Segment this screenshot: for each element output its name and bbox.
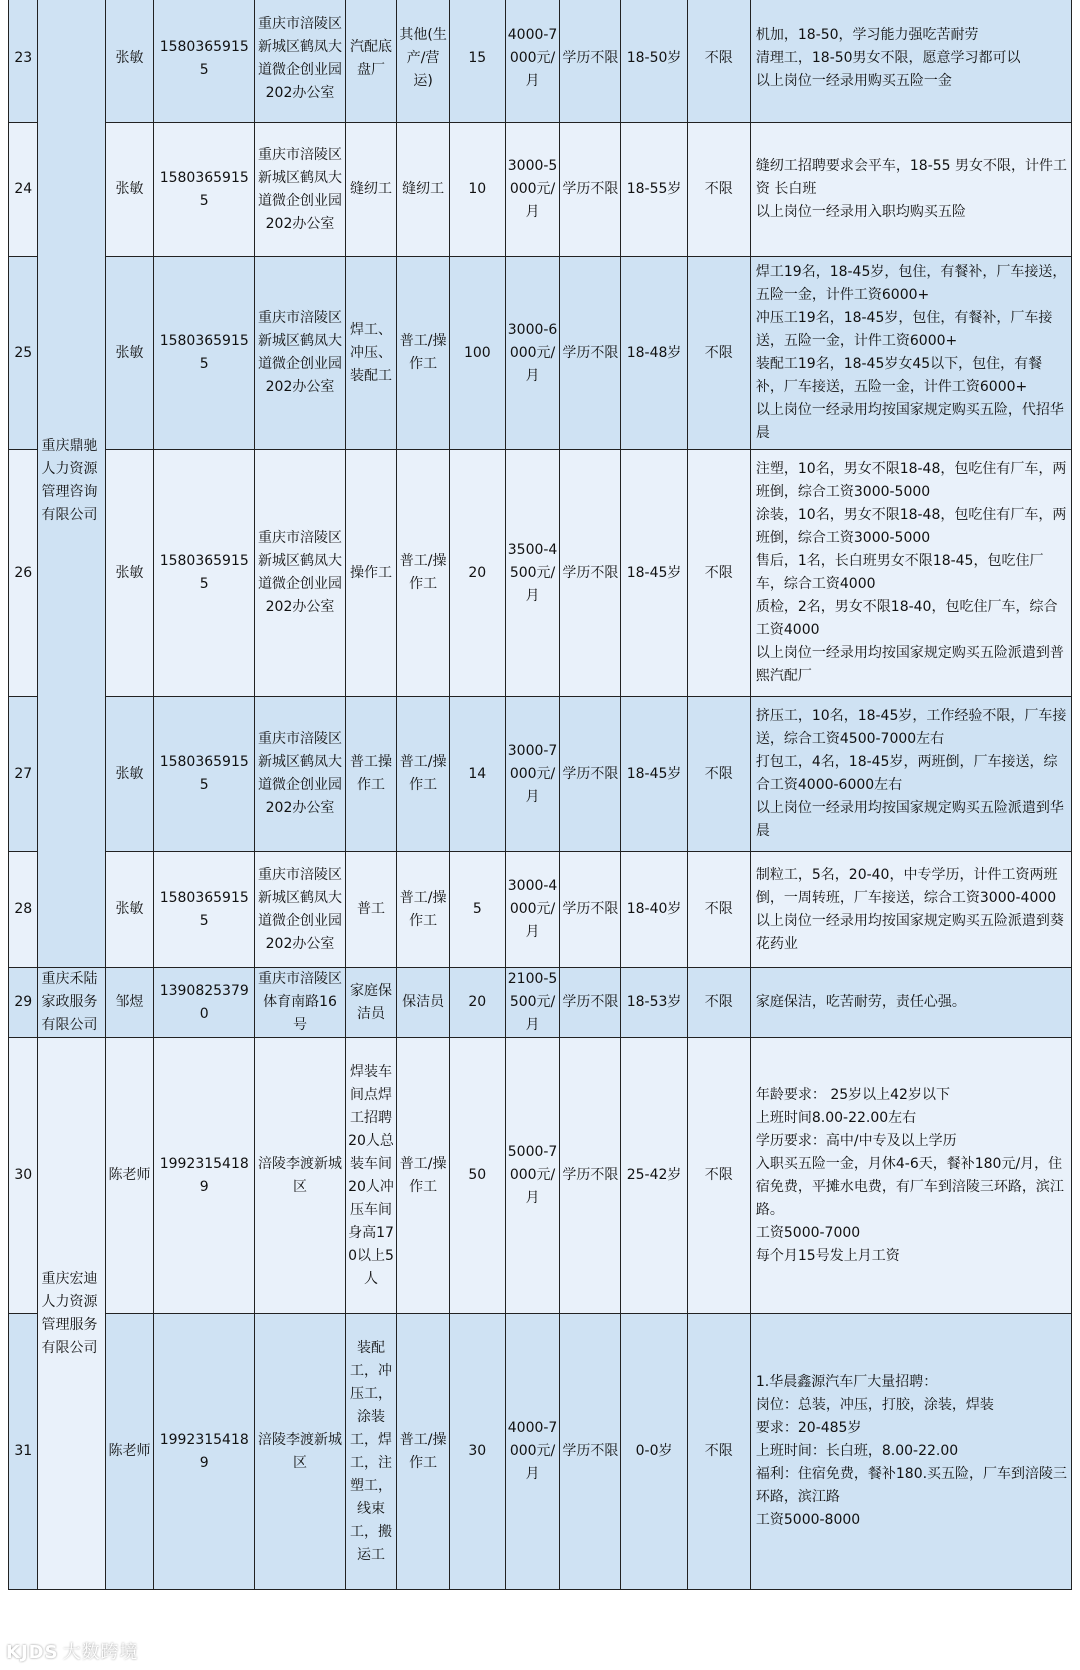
- headcount: 20: [449, 450, 505, 697]
- other-requirement: 不限: [687, 450, 750, 697]
- contact-phone: 15803659155: [154, 123, 255, 257]
- job-description: [750, 257, 1071, 450]
- description-line: 年龄要求： 25岁以上42岁以下: [755, 1086, 950, 1103]
- description-line: 上班时间8.00-22.00左右: [755, 1109, 917, 1126]
- description-line: 要求：20-485岁: [755, 1420, 862, 1436]
- job-description: [750, 697, 1071, 852]
- job-title: 汽配底盘厂: [345, 0, 397, 123]
- job-type: 普工/操作工: [397, 1314, 450, 1590]
- work-address: 重庆市涪陵区新城区鹤凤大道微企创业园202办公室: [255, 257, 346, 450]
- education-requirement: 学历不限: [560, 257, 621, 450]
- education-requirement: 学历不限: [560, 852, 621, 968]
- salary: 3000-5000元/月: [505, 123, 560, 257]
- education-requirement: 学历不限: [560, 1314, 621, 1590]
- job-description: [750, 450, 1071, 697]
- contact-person: 张敏: [105, 450, 153, 697]
- salary: 3500-4500元/月: [505, 450, 560, 697]
- job-description: [750, 0, 1071, 123]
- table-row: [9, 968, 1072, 1038]
- row-number: 31: [9, 1314, 38, 1590]
- age-requirement: 18-50岁: [621, 0, 687, 123]
- description-line: 挤压工，10名，18-45岁，工作经验不限，厂车接送，综合工资4500-7000左右: [755, 708, 1067, 747]
- description-line: 福利：住宿免费，餐补180.买五险，厂车到涪陵三环路，滨江路: [755, 1466, 1068, 1505]
- headcount: 14: [449, 697, 505, 852]
- job-type: 普工/操作工: [397, 1038, 450, 1314]
- job-title: 普工: [345, 852, 397, 968]
- row-number: 28: [9, 852, 38, 968]
- contact-phone: 15803659155: [154, 0, 255, 123]
- description-line: 焊工19名，18-45岁，包住，有餐补，厂车接送，五险一金，计件工资6000+: [755, 264, 1067, 303]
- description-line: 上班时间：长白班，8.00-22.00: [755, 1443, 959, 1459]
- description-line: 以上岗位一经录用均按国家规定购买五险派遣到普熙汽配厂: [755, 645, 1064, 684]
- salary: 5000-7000元/月: [505, 1038, 560, 1314]
- description-line: 家庭保洁，吃苦耐劳，责任心强。: [755, 994, 966, 1010]
- job-title: 家庭保洁员: [345, 968, 397, 1038]
- description-line: 以上岗位一经录用购买五险一金: [755, 73, 952, 89]
- other-requirement: 不限: [687, 697, 750, 852]
- headcount: 5: [449, 852, 505, 968]
- job-type: 保洁员: [397, 968, 450, 1038]
- education-requirement: 学历不限: [560, 123, 621, 257]
- description-line: 学历要求：高中/中专及以上学历: [755, 1132, 957, 1149]
- other-requirement: 不限: [687, 1314, 750, 1590]
- job-description: [750, 852, 1071, 968]
- contact-person: 邹煜: [105, 968, 153, 1038]
- table-row: [9, 0, 1072, 123]
- job-title: 装配工，冲压工，涂装工，焊工，注塑工，线束工，搬运工: [345, 1314, 397, 1590]
- table-row: [9, 1314, 1072, 1590]
- salary: 4000-7000元/月: [505, 1314, 560, 1590]
- job-type: 普工/操作工: [397, 697, 450, 852]
- description-line: 售后，1名，长白班男女不限18-45，包吃住厂车，综合工资4000: [755, 553, 1044, 592]
- row-number: 26: [9, 450, 38, 697]
- age-requirement: 18-55岁: [621, 123, 687, 257]
- contact-person: 张敏: [105, 697, 153, 852]
- education-requirement: 学历不限: [560, 1038, 621, 1314]
- other-requirement: 不限: [687, 0, 750, 123]
- contact-phone: 13908253790: [154, 968, 255, 1038]
- description-line: 以上岗位一经录用均按国家规定购买五险派遣到华晨: [755, 800, 1064, 839]
- company-name: 重庆宏迪人力资源管理服务有限公司: [38, 1038, 105, 1590]
- description-line: 质检，2名，男女不限18-40，包吃住厂车，综合工资4000: [755, 599, 1058, 638]
- row-number: 27: [9, 697, 38, 852]
- age-requirement: 0-0岁: [621, 1314, 687, 1590]
- other-requirement: 不限: [687, 968, 750, 1038]
- description-line: 打包工，4名，18-45岁，两班倒，厂车接送，综合工资4000-6000左右: [755, 754, 1058, 793]
- table-row: [9, 123, 1072, 257]
- headcount: 15: [449, 0, 505, 123]
- job-type: 普工/操作工: [397, 257, 450, 450]
- description-line: 以上岗位一经录用均按国家规定购买五险派遣到葵花药业: [755, 912, 1064, 952]
- row-number: 25: [9, 257, 38, 450]
- description-line: 注塑，10名，男女不限18-48，包吃住有厂车，两班倒，综合工资3000-5000: [755, 461, 1067, 500]
- headcount: 10: [449, 123, 505, 257]
- work-address: 涪陵李渡新城区: [255, 1314, 346, 1590]
- age-requirement: 18-45岁: [621, 697, 687, 852]
- salary: 3000-4000元/月: [505, 852, 560, 968]
- description-line: 工资5000-7000: [755, 1224, 861, 1241]
- company-name: 重庆鼎驰人力资源管理咨询有限公司: [38, 0, 105, 968]
- description-line: 以上岗位一经录用入职均购买五险: [755, 204, 966, 220]
- education-requirement: 学历不限: [560, 968, 621, 1038]
- row-number: 24: [9, 123, 38, 257]
- job-title: 操作工: [345, 450, 397, 697]
- job-type: 其他(生产/营运): [397, 0, 450, 123]
- contact-person: 张敏: [105, 257, 153, 450]
- job-description: [750, 1314, 1071, 1590]
- description-line: 冲压工19名，18-45岁，包住，有餐补，厂车接送，五险一金，计件工资6000+: [755, 310, 1053, 349]
- contact-person: 陈老师: [105, 1314, 153, 1590]
- description-line: 装配工19名，18-45岁女45以下，包住，有餐补，厂车接送，五险一金，计件工资6000+: [755, 356, 1043, 395]
- education-requirement: 学历不限: [560, 697, 621, 852]
- job-description: [750, 968, 1071, 1038]
- headcount: 30: [449, 1314, 505, 1590]
- row-number: 23: [9, 0, 38, 123]
- other-requirement: 不限: [687, 852, 750, 968]
- headcount: 100: [449, 257, 505, 450]
- age-requirement: 18-53岁: [621, 968, 687, 1038]
- salary: 4000-7000元/月: [505, 0, 560, 123]
- watermark-logo-icon: KJDS: [6, 1642, 59, 1663]
- salary: 3000-7000元/月: [505, 697, 560, 852]
- row-number: 30: [9, 1038, 38, 1314]
- job-type: 普工/操作工: [397, 450, 450, 697]
- contact-phone: 19923154189: [154, 1038, 255, 1314]
- contact-person: 陈老师: [105, 1038, 153, 1314]
- job-type: 普工/操作工: [397, 852, 450, 968]
- job-title: 焊装车间点焊工招聘20人总装车间20人冲压车间身高170以上5人: [345, 1038, 397, 1314]
- other-requirement: 不限: [687, 257, 750, 450]
- table-row: [9, 257, 1072, 450]
- description-line: 每个月15号发上月工资: [755, 1247, 900, 1264]
- table-row: [9, 852, 1072, 968]
- salary: 3000-6000元/月: [505, 257, 560, 450]
- salary: 2100-5500元/月: [505, 968, 560, 1038]
- description-line: 岗位：总装，冲压，打胶，涂装，焊装: [755, 1397, 994, 1413]
- company-name: 重庆禾陆家政服务有限公司: [38, 968, 105, 1038]
- job-listings-table: [8, 0, 1072, 1590]
- table-row: [9, 1038, 1072, 1314]
- contact-phone: 15803659155: [154, 450, 255, 697]
- watermark: [6, 1638, 139, 1664]
- contact-person: 张敏: [105, 0, 153, 123]
- headcount: 20: [449, 968, 505, 1038]
- table-row: [9, 450, 1072, 697]
- contact-person: 张敏: [105, 852, 153, 968]
- description-line: 1.华晨鑫源汽车厂大量招聘：: [755, 1374, 938, 1390]
- watermark-text: 大数跨境: [62, 1642, 139, 1663]
- description-line: 以上岗位一经录用均按国家规定购买五险，代招华晨: [755, 402, 1064, 441]
- work-address: 重庆市涪陵区新城区鹤凤大道微企创业园202办公室: [255, 0, 346, 123]
- job-title: 焊工、冲压、装配工: [345, 257, 397, 450]
- job-type: 缝纫工: [397, 123, 450, 257]
- education-requirement: 学历不限: [560, 450, 621, 697]
- contact-phone: 15803659155: [154, 257, 255, 450]
- description-line: 缝纫工招聘要求会平车，18-55 男女不限，计件工资 长白班: [755, 158, 1068, 197]
- description-line: 工资5000-8000: [755, 1512, 861, 1528]
- contact-person: 张敏: [105, 123, 153, 257]
- description-line: 涂装，10名，男女不限18-48，包吃住有厂车，两班倒，综合工资3000-5000: [755, 507, 1067, 546]
- job-title: 普工操作工: [345, 697, 397, 852]
- age-requirement: 25-42岁: [621, 1038, 687, 1314]
- job-description: [750, 123, 1071, 257]
- work-address: 重庆市涪陵区新城区鹤凤大道微企创业园202办公室: [255, 852, 346, 968]
- contact-phone: 19923154189: [154, 1314, 255, 1590]
- row-number: 29: [9, 968, 38, 1038]
- work-address: 重庆市涪陵区新城区鹤凤大道微企创业园202办公室: [255, 123, 346, 257]
- contact-phone: 15803659155: [154, 697, 255, 852]
- job-title: 缝纫工: [345, 123, 397, 257]
- age-requirement: 18-40岁: [621, 852, 687, 968]
- description-line: 清理工，18-50男女不限，愿意学习都可以: [755, 50, 1021, 66]
- work-address: 重庆市涪陵区新城区鹤凤大道微企创业园202办公室: [255, 697, 346, 852]
- education-requirement: 学历不限: [560, 0, 621, 123]
- description-line: 入职买五险一金，月休4-6天，餐补180元/月，住宿免费，平摊水电费，有厂车到涪陵三环路，滨江路。: [755, 1155, 1064, 1218]
- age-requirement: 18-48岁: [621, 257, 687, 450]
- other-requirement: 不限: [687, 123, 750, 257]
- other-requirement: 不限: [687, 1038, 750, 1314]
- work-address: 涪陵李渡新城区: [255, 1038, 346, 1314]
- work-address: 重庆市涪陵区新城区鹤凤大道微企创业园202办公室: [255, 450, 346, 697]
- job-description: [750, 1038, 1071, 1314]
- work-address: 重庆市涪陵区体育南路16号: [255, 968, 346, 1038]
- headcount: 50: [449, 1038, 505, 1314]
- description-line: 机加，18-50，学习能力强吃苦耐劳: [755, 27, 979, 43]
- contact-phone: 15803659155: [154, 852, 255, 968]
- table-row: [9, 697, 1072, 852]
- description-line: 制粒工，5名，20-40，中专学历，计件工资两班倒，一周转班，厂车接送，综合工资3000-4000: [755, 866, 1058, 906]
- age-requirement: 18-45岁: [621, 450, 687, 697]
- table-body: [9, 0, 1072, 1590]
